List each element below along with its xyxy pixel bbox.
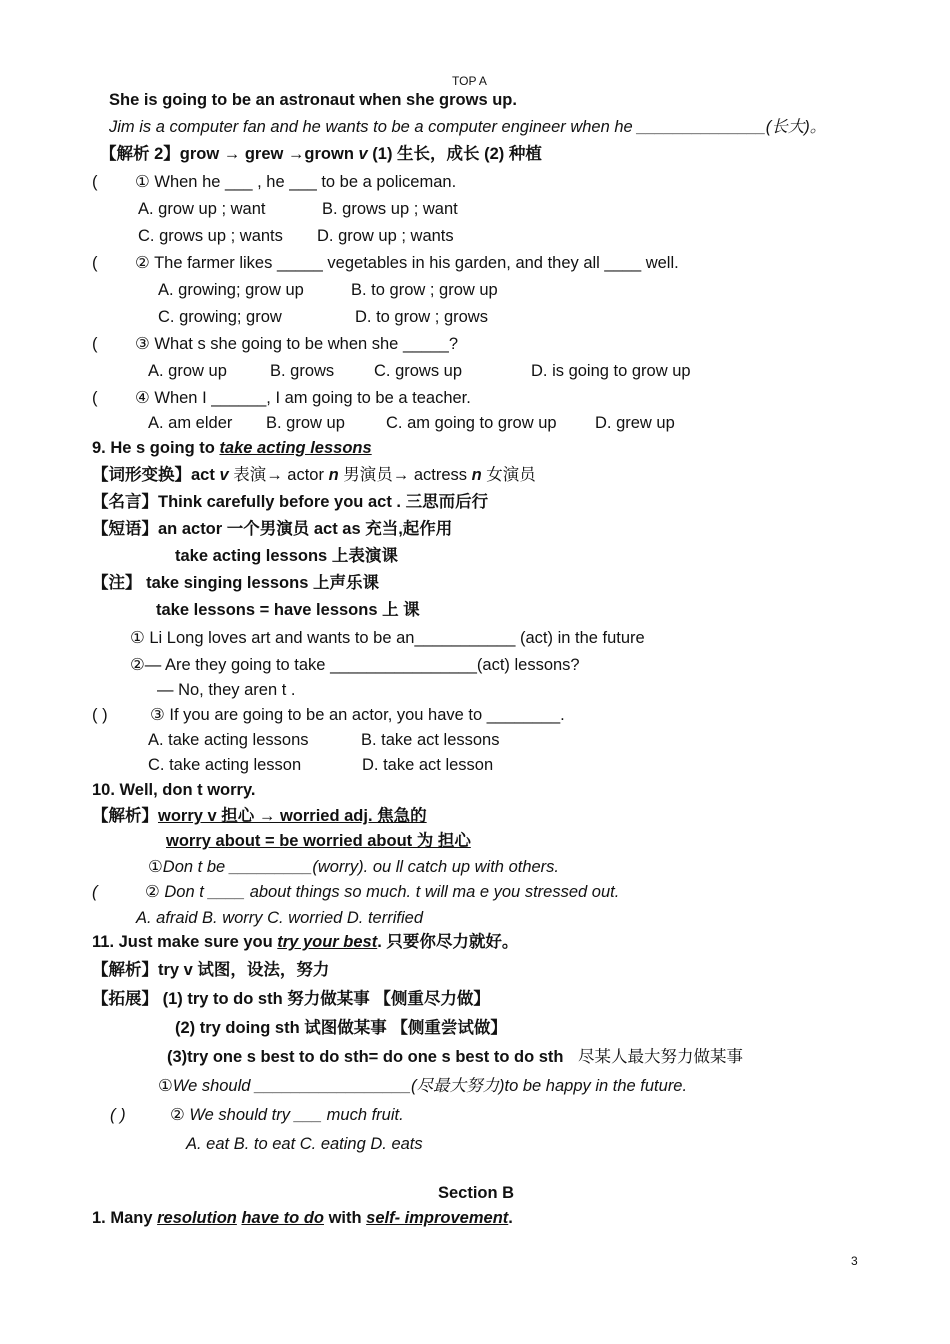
exercise-worry-1: ①Don t be _________(worry). ou ll catch up with others.	[148, 858, 560, 876]
option-b: B. grow up	[266, 414, 345, 432]
question-paren: ( )	[110, 1106, 126, 1124]
option-d: D. is going to grow up	[531, 362, 691, 380]
section-9-heading: 9. He s going to take acting lessons	[92, 439, 372, 457]
phrase-line: take acting lessons 上表演课	[175, 547, 398, 565]
extension-2: (2) try doing sth 试图做某事 【侧重尝试做】	[175, 1019, 507, 1037]
question-paren: (	[92, 173, 98, 191]
exercise-try-options: A. eat B. to eat C. eating D. eats	[186, 1135, 423, 1153]
extension-1: 【拓展】 (1) try to do sth 努力做某事 【侧重尽力做】	[92, 990, 490, 1008]
word-forms: 【词形变换】act v 表演→ actor n 男演员→ actress n 女演员	[92, 466, 536, 484]
option-b: B. grows up ; want	[322, 200, 458, 218]
analysis-grow: 【解析 2】grow → grew →grown v (1) 生长，成长 (2) 种植	[100, 145, 542, 163]
option-d: D. grew up	[595, 414, 675, 432]
worry-about-phrase: worry about = be worried about 为 担心	[166, 832, 471, 850]
note-line: 【注】 take singing lessons 上声乐课	[92, 574, 379, 592]
exercise-2-answer: — No, they aren t .	[157, 681, 296, 699]
section-11-heading: 11. Just make sure you try your best. 只要你尽力就好。	[92, 933, 519, 951]
option-c: C. grows up ; wants	[138, 227, 283, 245]
note-line-2: take lessons = have lessons 上 课	[156, 601, 420, 619]
exercise-3: ③ If you are going to be an actor, you have to ________.	[150, 706, 565, 724]
option-a: A. growing; grow up	[158, 281, 304, 299]
question-3: ③ What s she going to be when she _____?	[135, 335, 459, 353]
option-c: C. growing; grow	[158, 308, 282, 326]
question-1: ① When he ___ , he ___ to be a policeman.	[135, 173, 457, 191]
exercise-worry-options: A. afraid B. worry C. worried D. terrified	[136, 909, 423, 927]
option-c: C. grows up	[374, 362, 463, 380]
option-d: D. to grow ; grows	[355, 308, 488, 326]
exercise-try-2: ② We should try ___ much fruit.	[170, 1106, 404, 1124]
option-c: C. am going to grow up	[386, 414, 557, 432]
question-paren: (	[92, 254, 98, 272]
option-a: A. take acting lessons	[148, 731, 309, 749]
exercise-1: ① Li Long loves art and wants to be an___________ (act) in the future	[130, 629, 645, 647]
option-c: C. take acting lesson	[148, 756, 302, 774]
exercise-2: ②— Are they going to take ________________(act) lessons?	[130, 656, 580, 674]
analysis-try: 【解析】try v 试图，设法，努力	[92, 961, 330, 979]
question-paren: (	[92, 335, 98, 353]
question-2: ② The farmer likes _____ vegetables in his garden, and they all ____ well.	[135, 254, 679, 272]
question-paren: ( )	[92, 706, 108, 724]
option-a: A. am elder	[148, 414, 233, 432]
question-paren: (	[92, 389, 98, 407]
example-sentence: She is going to be an astronaut when she grows up.	[109, 91, 517, 109]
famous-saying: 【名言】Think carefully before you act . 三思而后行	[92, 493, 489, 511]
section-b-heading: Section B	[438, 1184, 515, 1202]
option-b: B. take act lessons	[361, 731, 500, 749]
section-b-sentence-1: 1. Many resolution have to do with self- improvement.	[92, 1209, 513, 1227]
phrases: 【短语】an actor 一个男演员 act as 充当,起作用	[92, 520, 453, 538]
page-number: 3	[851, 1254, 858, 1268]
example-sentence-fill: Jim is a computer fan and he wants to be a computer engineer when he ______________(长大)。	[109, 118, 827, 136]
option-b: B. to grow ; grow up	[351, 281, 498, 299]
extension-3-meaning: 尽某人最大努力做某事	[578, 1048, 743, 1066]
question-paren: (	[92, 883, 98, 901]
page-header: TOP A	[452, 74, 487, 88]
option-a: A. grow up ; want	[138, 200, 266, 218]
option-a: A. grow up	[148, 362, 227, 380]
analysis-worry: 【解析】worry v 担心 → worried adj. 焦急的	[92, 807, 427, 825]
option-b: B. grows	[270, 362, 335, 380]
option-d: D. grow up ; wants	[317, 227, 454, 245]
exercise-worry-2: ② Don t ____ about things so much. t will ma e you stressed out.	[145, 883, 620, 901]
question-4: ④ When I ______, I am going to be a teacher.	[135, 389, 471, 407]
exercise-try-1: ①We should _________________(尽最大努力)to be happy in the future.	[158, 1077, 688, 1095]
section-10-heading: 10. Well, don t worry.	[92, 781, 256, 799]
option-d: D. take act lesson	[362, 756, 494, 774]
extension-3: (3)try one s best to do sth= do one s best to do sth	[167, 1048, 564, 1066]
